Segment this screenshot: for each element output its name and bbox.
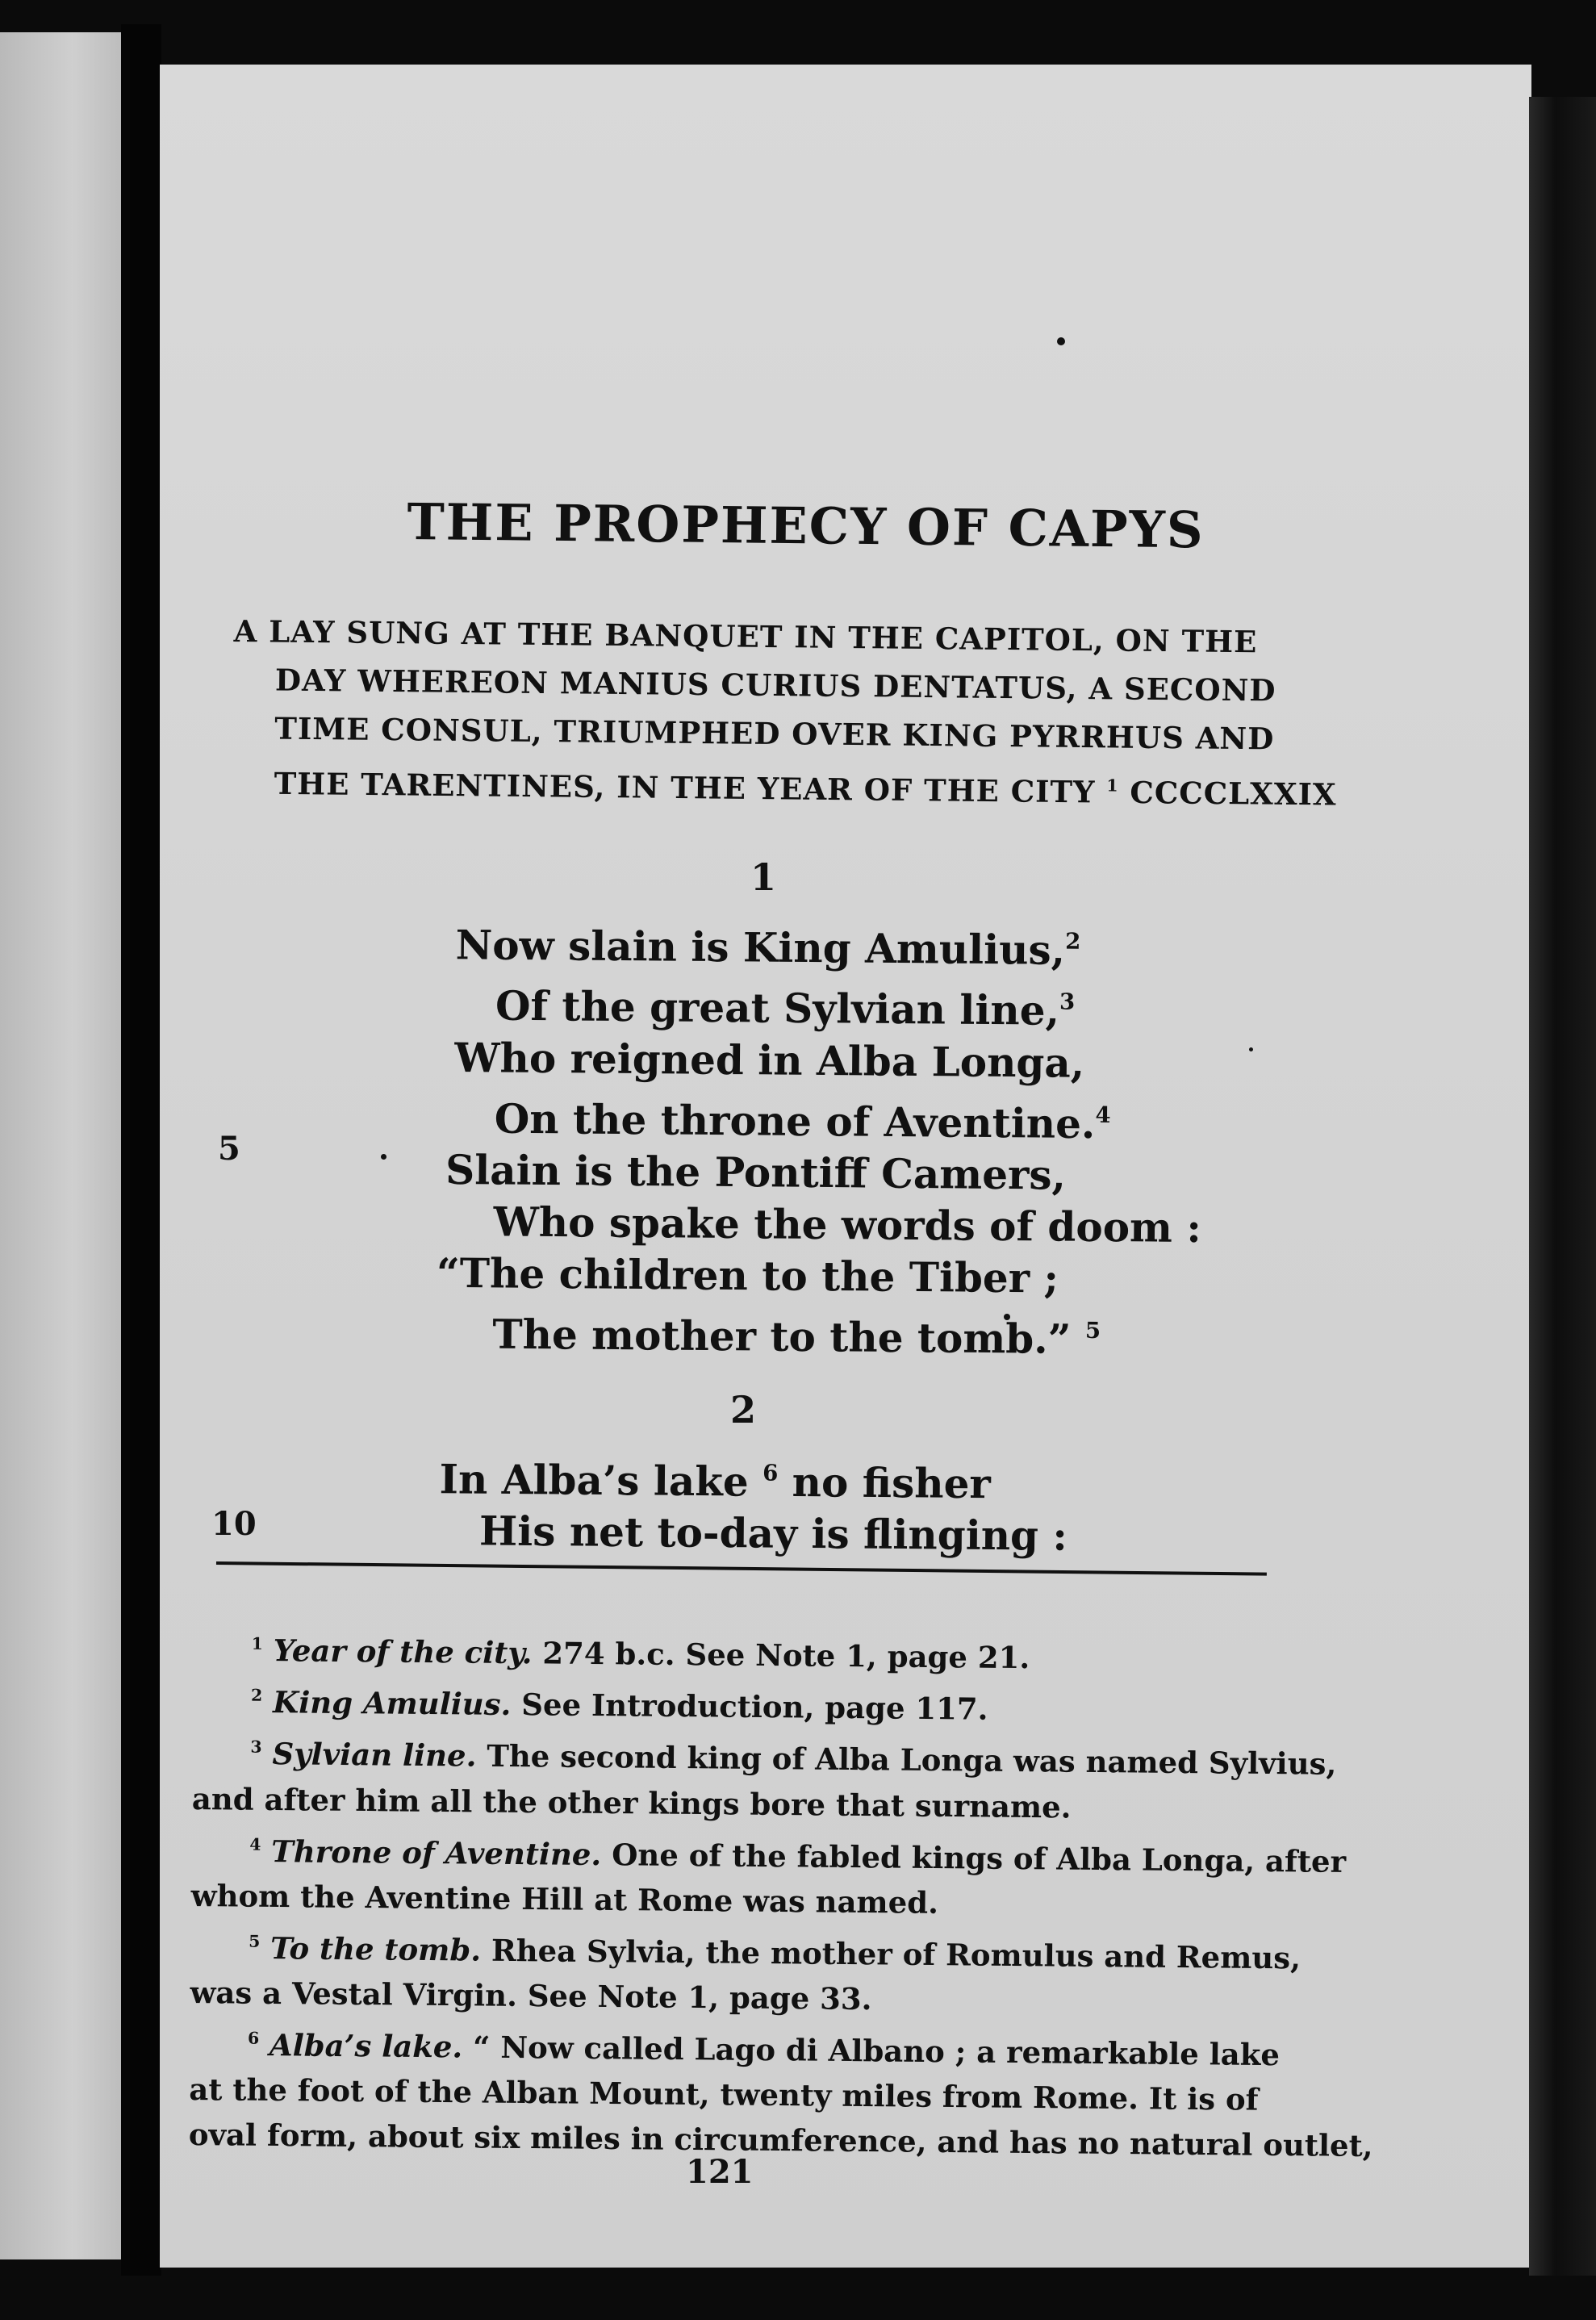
verse-line: On the throne of Aventine.$^4$: [494, 1094, 1111, 1147]
page-title: THE PROPHECY OF CAPYS: [407, 492, 1205, 560]
stanza: [439, 1444, 1068, 1562]
footnote: $^5$ To the tomb. Rhea Sylvia, the mother of Romulus and Remus,: [249, 1930, 1301, 1976]
note-ref: 2: [1065, 928, 1081, 955]
footnote: $^6$ Alba’s lake. “ Now called Lago di Albano ; a remarkable lake: [247, 2027, 1281, 2073]
page-right-edge: [1529, 97, 1596, 2276]
footnotes: [188, 1620, 1373, 2167]
facing-page-edge: [0, 32, 121, 2259]
stanza: [436, 910, 1204, 1366]
stanza-number: 2: [730, 1388, 757, 1432]
line-number: 10: [211, 1505, 257, 1543]
subtitle-line: THE TARENTINES, IN THE YEAR OF THE CITY $^1$ CCCCLXXIX: [274, 765, 1337, 813]
verse-line: “The children to the Tiber ;: [436, 1248, 1059, 1302]
stanza-number: 1: [750, 855, 777, 899]
footnote: $^3$ Sylvian line. The second king of Alba Longa was named Sylvius,: [250, 1736, 1337, 1783]
footnote-continuation: oval form, about six miles in circumference, and has no natural outlet,: [188, 2117, 1373, 2164]
footnote-continuation: at the foot of the Alban Mount, twenty miles from Rome. It is of: [189, 2071, 1259, 2118]
footnote: $^4$ Throne of Aventine. One of the fabled kings of Alba Longa, after: [249, 1833, 1347, 1879]
note-ref: 6: [762, 1460, 779, 1486]
verse-line: The mother to the tomb.” $^5$: [492, 1310, 1101, 1363]
verse-line: Of the great Sylvian line,$^3$: [495, 981, 1076, 1035]
subtitle-line: TIME CONSUL, TRIUMPHED OVER KING PYRRHUS AND: [274, 710, 1275, 757]
book-gutter: [121, 24, 161, 2276]
note-ref: 5: [1084, 1317, 1101, 1344]
note-ref: 1: [1106, 775, 1119, 796]
footnote: $^2$ King Amulius. See Introduction, page 117.: [250, 1684, 988, 1727]
subtitle-line: DAY WHEREON MANIUS CURIUS DENTATUS, A SECOND: [274, 662, 1276, 709]
note-ref: 4: [1095, 1101, 1111, 1128]
note-ref: 3: [1059, 989, 1076, 1015]
page-number: 121: [686, 2153, 754, 2191]
verse-line: Who reigned in Alba Longa,: [454, 1033, 1085, 1087]
speck: [1057, 337, 1065, 345]
verse-line: Slain is the Pontiff Camers,: [445, 1145, 1067, 1199]
subtitle-line: A LAY SUNG AT THE BANQUET IN THE CAPITOL, ON THE: [233, 612, 1258, 660]
verse-line: In Alba’s lake $^6$ no fisher: [439, 1455, 992, 1508]
footnote-continuation: and after him all the other kings bore that surname.: [191, 1780, 1072, 1825]
line-number: 5: [218, 1130, 240, 1168]
footnote: $^1$ Year of the city. 274 b.c. See Note 1, page 21.: [251, 1632, 1030, 1676]
speck: [1249, 1047, 1253, 1051]
verse-line: Now slain is King Amulius,$^2$: [455, 921, 1081, 974]
footnote-continuation: was a Vestal Virgin. See Note 1, page 33.: [190, 1975, 872, 2017]
verse-line: Who spake the words of doom :: [493, 1198, 1202, 1252]
footnote-continuation: whom the Aventine Hill at Rome was named.: [190, 1877, 939, 1921]
subtitle: [232, 607, 1337, 818]
speck: [381, 1154, 386, 1160]
verse-line: His net to-day is flinging :: [478, 1507, 1068, 1561]
